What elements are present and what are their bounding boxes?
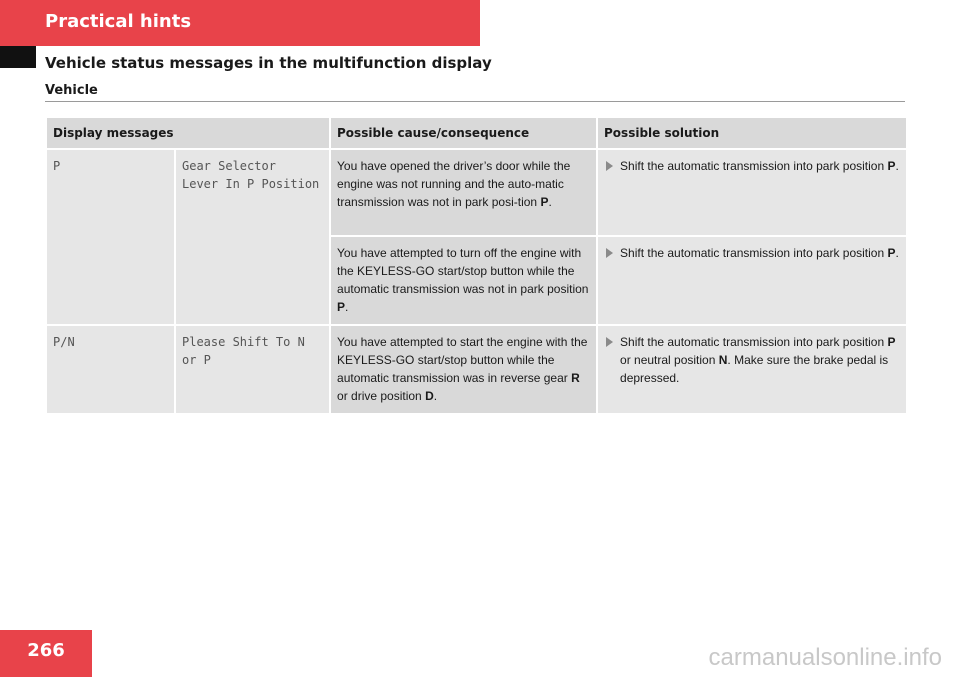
bullet-arrow-icon [606,337,613,347]
display-symbol: P/N [46,325,175,414]
watermark: carmanualsonline.info [708,644,942,671]
display-text-line: Lever In P Position [182,177,320,191]
column-header-solution: Possible solution [597,117,907,149]
solution-text: . [895,246,899,260]
cause-text: You have opened the driver’s door while the engine was not running and the auto-matic transmission was not in park posi-tion [337,159,571,209]
display-symbol: P [46,149,175,325]
solution-text: . Make sure the brake pedal is depressed. [620,353,889,385]
table-row [46,149,907,236]
cause-text: . [548,195,552,209]
page-number: 266 [27,640,65,661]
table-row [46,325,907,414]
chapter-title: Practical hints [45,11,192,32]
solution-bold: N [718,353,728,367]
cause-text: . [433,389,438,403]
bullet-arrow-icon [606,248,613,258]
cause-text: . [345,300,349,314]
cause-bold: D [425,389,434,403]
subheading: Vehicle [45,83,98,98]
cause-cell [330,325,597,414]
status-message-table [45,116,908,415]
section-title: Vehicle status messages in the multifunction display [45,54,492,72]
cause-text: You have attempted to start the engine with the KEYLESS-GO start/stop button while the automatic transmission was in reverse gear [337,335,588,385]
column-header-display: Display messages [46,117,330,149]
section-marker [0,46,36,68]
solution-cell [597,149,907,236]
solution-text: Shift the automatic transmission into park position [620,246,888,260]
display-text [175,149,330,325]
cause-cell [330,236,597,325]
display-text-line: or P [182,353,211,367]
chapter-header [0,0,480,46]
solution-text: Shift the automatic transmission into park position [620,335,888,349]
solution-text: Shift the automatic transmission into park position [620,159,888,173]
solution-bold: P [887,159,896,173]
solution-cell [597,325,907,414]
solution-text: or neutral position [620,353,719,367]
solution-bold: P [887,335,896,349]
cause-cell [330,149,597,236]
cause-text: You have attempted to turn off the engine with the KEYLESS-GO start/stop button while the automatic transmission was not in park position [337,246,589,296]
column-header-cause: Possible cause/consequence [330,117,597,149]
cause-bold: R [571,371,580,385]
display-text-line: Gear Selector [182,159,276,173]
divider [45,101,905,102]
solution-text: . [895,159,899,173]
bullet-arrow-icon [606,161,613,171]
solution-bold: P [887,246,896,260]
display-text [175,325,330,414]
table-header-row [46,117,907,149]
solution-cell [597,236,907,325]
cause-bold: P [540,195,549,209]
cause-text: or drive position [337,389,426,403]
cause-bold: P [337,300,346,314]
page-number-tab [0,630,92,677]
display-text-line: Please Shift To N [182,335,305,349]
